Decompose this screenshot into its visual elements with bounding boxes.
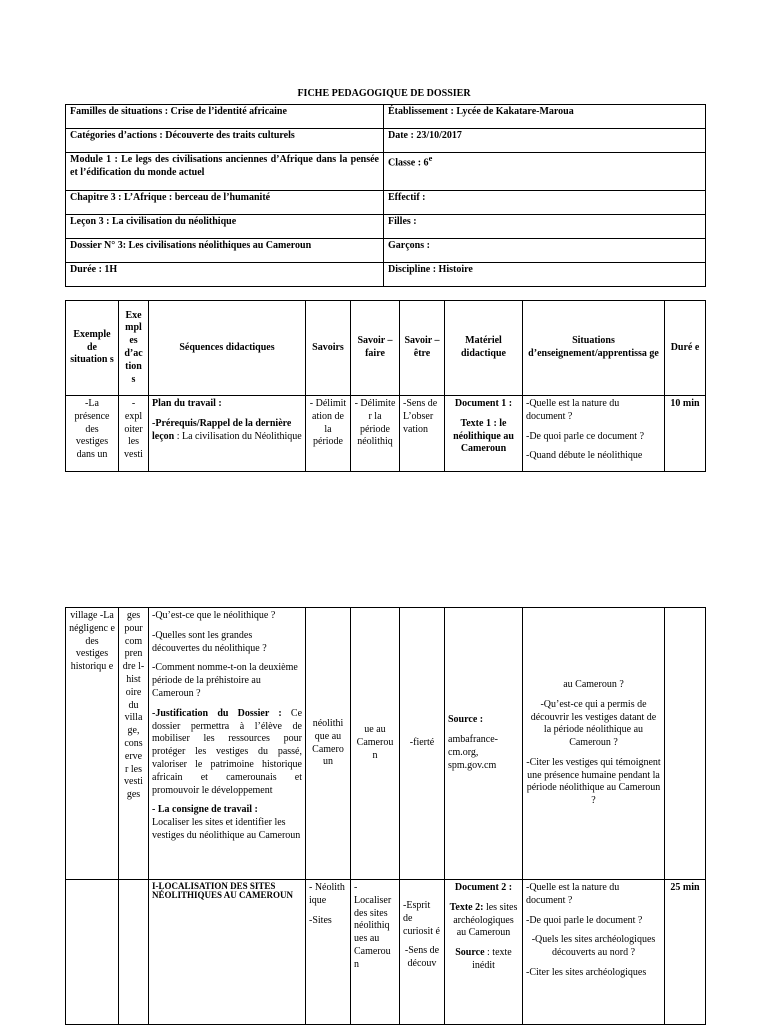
- justification-label: -Justification du Dossier :: [152, 707, 282, 719]
- row3-duree: 25 min: [665, 880, 706, 1025]
- row1-q2: -De quoi parle ce document ?: [526, 430, 645, 442]
- row1-savoir-etre: -Sens de L’obser vation: [400, 396, 445, 472]
- header-savoir-faire: Savoir – faire: [351, 301, 400, 396]
- prerequis-text: : La civilisation du Néolithique: [174, 430, 302, 442]
- seq-q3: -Comment nomme-t-on la deuxième période de la préhistoire au Cameroun ?: [152, 662, 298, 699]
- plan-label: Plan du travail :: [152, 398, 222, 409]
- module-cell: Module 1 : Le legs des civilisations anciennes d’Afrique dans la pensée et l’édification du monde actuel: [66, 153, 384, 191]
- filles-cell: Filles :: [384, 215, 706, 239]
- source-text: ambafrance-cm.org, spm.gov.cm: [448, 734, 498, 771]
- sequence-table-continued: [65, 607, 706, 1025]
- doc1-label: Document 1 :: [454, 398, 513, 409]
- row2-savoir-etre: -fierté: [400, 608, 445, 880]
- row3-exemple: [66, 880, 119, 1025]
- familles-cell: Familles de situations : Crise de l’identité africaine: [66, 105, 384, 129]
- row2-exemple: village -La négligenc e des vestiges historiqu e: [66, 608, 119, 880]
- row3-savoir-faire: - Localiser des sites néolithiq ues au Camerou n: [351, 880, 400, 1025]
- texte2-paragraph: [448, 902, 519, 940]
- row1-savoir-faire: - Délimite r la période néolithiq: [351, 396, 400, 472]
- doc2-label: Document 2 :: [454, 882, 513, 893]
- source2-label: Source: [455, 947, 485, 959]
- row2-materiel: [445, 608, 523, 880]
- row1-savoirs: - Délimit ation de la période: [306, 396, 351, 472]
- date-cell: Date : 23/10/2017: [384, 129, 706, 153]
- prerequis-label: -Prérequis/Rappel de la dernière leçon: [152, 417, 292, 442]
- row2-s3: -Citer les vestiges qui témoignent une présence humaine pendant la période néolithique au Cameroun ?: [526, 756, 661, 807]
- row2-duree: [665, 608, 706, 880]
- row2-action: ges pour com pren dre l- hist oire du villa ge, cons erve r les vesti ges: [119, 608, 149, 880]
- row3-savoir-etre: [400, 880, 445, 1025]
- row3-q4: -Citer les sites archéologiques: [526, 966, 647, 978]
- chapitre-cell: Chapitre 3 : L’Afrique : berceau de l’humanité: [66, 191, 384, 215]
- classe-label: Classe : 6: [388, 157, 429, 169]
- consigne-text: Localiser les sites et identifier les vestiges du néolithique au Cameroun: [152, 817, 301, 841]
- row1-action: - expl oiter les vesti: [119, 396, 149, 472]
- row2-s1: au Cameroun ?: [563, 678, 624, 690]
- row3-q2: -De quoi parle le document ?: [526, 914, 643, 926]
- classe-cell: [384, 153, 706, 191]
- etablissement-cell: Établissement : Lycée de Kakatare-Maroua: [384, 105, 706, 129]
- texte1-label: Texte 1 : le néolithique au Cameroun: [453, 417, 514, 455]
- consigne-paragraph: [152, 804, 302, 842]
- header-exemple-situations: Exemple de situation s: [66, 301, 119, 396]
- dossier-cell: Dossier N° 3: Les civilisations néolithiques au Cameroun: [66, 239, 384, 263]
- page-title: FICHE PEDAGOGIQUE DE DOSSIER: [297, 88, 471, 99]
- source2-paragraph: [448, 947, 519, 973]
- row1-duree: 10 min: [665, 396, 706, 472]
- prerequis-paragraph: [152, 418, 302, 444]
- row3-savoirs-1: - Néolith ique: [309, 882, 345, 906]
- effectif-cell: Effectif :: [384, 191, 706, 215]
- row1-q1: -Quelle est la nature du document ?: [526, 398, 620, 422]
- source-label: Source :: [448, 714, 484, 726]
- source2-text: : texte inédit: [472, 947, 512, 971]
- header-exemples-actions: Exe mpl es d’ac tion s: [119, 301, 149, 396]
- row3-materiel: [445, 880, 523, 1025]
- header-duree: Duré e: [665, 301, 706, 396]
- row2-sequence: [149, 608, 306, 880]
- sequence-table: [65, 300, 706, 472]
- row3-situations: [523, 880, 665, 1025]
- row3-savoirs: [306, 880, 351, 1025]
- row3-savoir-etre-1: -Esprit de curiosit é: [403, 900, 440, 937]
- seq-q2: -Quelles sont les grandes découvertes du néolithique ?: [152, 629, 267, 654]
- row2-s2: -Qu’est-ce qui a permis de découvrir les vestiges datant de la période néolithique au Cameroun ?: [530, 698, 657, 749]
- row2-situations: [523, 608, 665, 880]
- duree-cell: Durée : 1H: [66, 263, 384, 287]
- header-situations: Situations d’enseignement/apprentissa ge: [523, 301, 665, 396]
- row3-q1: -Quelle est la nature du document ?: [526, 882, 620, 906]
- header-sequences: Séquences didactiques: [149, 301, 306, 396]
- row3-savoir-etre-2: -Sens de découv: [404, 945, 440, 970]
- row3-savoirs-2: -Sites: [309, 914, 332, 926]
- consigne-label: - La consigne de travail :: [152, 804, 258, 816]
- classe-sup: e: [428, 154, 433, 163]
- justification-paragraph: [152, 708, 302, 798]
- row1-sequence: [149, 396, 306, 472]
- row1-situations: [523, 396, 665, 472]
- row1-materiel: [445, 396, 523, 472]
- row2-savoir-faire: ue au Camerou n: [351, 608, 400, 880]
- justification-text: Ce dossier permettra à l’élève de mobiliser les ressources pour protéger les vestiges du passé, valoriser le patrimoine historique africain et camerounais et promouvoir le développement: [152, 707, 303, 796]
- discipline-cell: Discipline : Histoire: [384, 263, 706, 287]
- texte2-label: Texte 2:: [449, 901, 484, 913]
- header-savoirs: Savoirs: [306, 301, 351, 396]
- garcons-cell: Garçons :: [384, 239, 706, 263]
- seq-q1: -Qu’est-ce que le néolithique ?: [152, 610, 276, 621]
- lecon-cell: Leçon 3 : La civilisation du néolithique: [66, 215, 384, 239]
- row3-q3: -Quels les sites archéologiques découverts au nord ?: [531, 934, 656, 959]
- texte2-text: les sites archéologiques au Cameroun: [453, 901, 518, 939]
- header-materiel: Matériel didactique: [445, 301, 523, 396]
- categories-cell: Catégories d’actions : Découverte des traits culturels: [66, 129, 384, 153]
- row2-savoirs: néolithi que au Camero un: [306, 608, 351, 880]
- row3-heading: I-LOCALISATION DES SITES NÉOLITHIQUES AU CAMEROUN: [149, 880, 306, 1025]
- row1-exemple: -La présence des vestiges dans un: [66, 396, 119, 472]
- row1-q3: -Quand débute le néolithique: [526, 450, 643, 462]
- row3-action: [119, 880, 149, 1025]
- info-table: [65, 104, 706, 287]
- header-savoir-etre: Savoir – être: [400, 301, 445, 396]
